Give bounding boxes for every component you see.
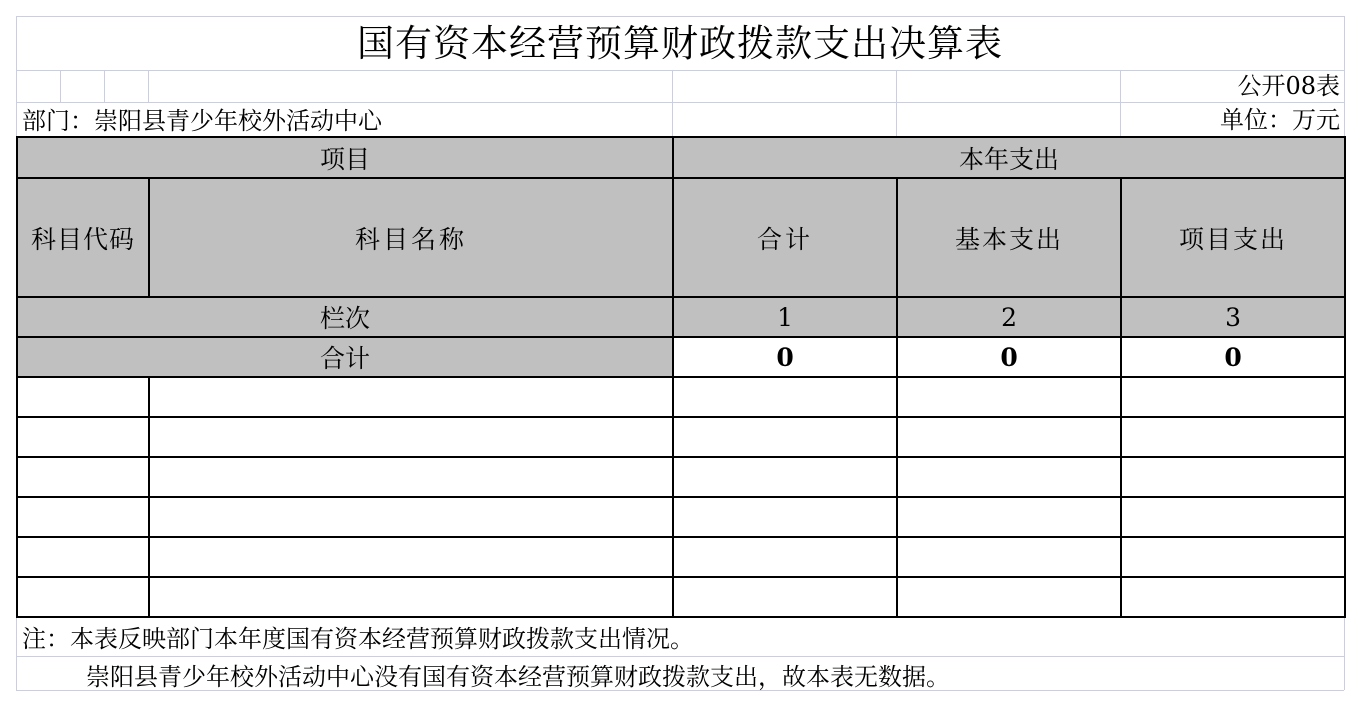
table-row (17, 457, 1345, 497)
report-title: 国有资本经营预算财政拨款支出决算表 (357, 22, 1003, 65)
total-row-label: 合计 (17, 337, 673, 377)
gridline (672, 70, 673, 136)
budget-table (16, 136, 1346, 618)
header-project-expense: 项目支出 (1121, 178, 1345, 297)
column-number: 1 (673, 297, 897, 337)
gridline (896, 70, 897, 136)
gridline (1344, 616, 1345, 690)
table-row (17, 577, 1345, 617)
table-row (17, 497, 1345, 537)
total-value: 0 (897, 337, 1121, 377)
gridline (16, 656, 1344, 657)
column-number-label: 栏次 (17, 297, 673, 337)
header-total: 合计 (673, 178, 897, 297)
header-item: 项目 (17, 137, 673, 178)
header-basic-expense: 基本支出 (897, 178, 1121, 297)
note-line-1: 注：本表反映部门本年度国有资本经营预算财政拨款支出情况。 (22, 625, 694, 653)
total-value: 0 (1121, 337, 1345, 377)
unit-label: 单位：万元 (1220, 106, 1340, 134)
gridline (60, 70, 61, 102)
gridline (104, 70, 105, 102)
header-subject-code: 科目代码 (17, 178, 149, 297)
department-label: 部门：崇阳县青少年校外活动中心 (22, 107, 382, 135)
table-row (17, 417, 1345, 457)
gridline (16, 70, 1344, 71)
header-current-year-expense: 本年支出 (673, 137, 1345, 178)
note-line-2: 崇阳县青少年校外活动中心没有国有资本经营预算财政拨款支出，故本表无数据。 (86, 663, 950, 691)
gridline (1120, 70, 1121, 136)
gridline (148, 70, 149, 102)
gridline (16, 616, 17, 690)
gridline (1344, 16, 1345, 136)
header-subject-name: 科目名称 (149, 178, 673, 297)
gridline (16, 102, 1344, 103)
table-row (17, 537, 1345, 577)
table-row (17, 377, 1345, 417)
total-value: 0 (673, 337, 897, 377)
column-number: 3 (1121, 297, 1345, 337)
column-number: 2 (897, 297, 1121, 337)
form-number: 公开08表 (1237, 72, 1340, 100)
